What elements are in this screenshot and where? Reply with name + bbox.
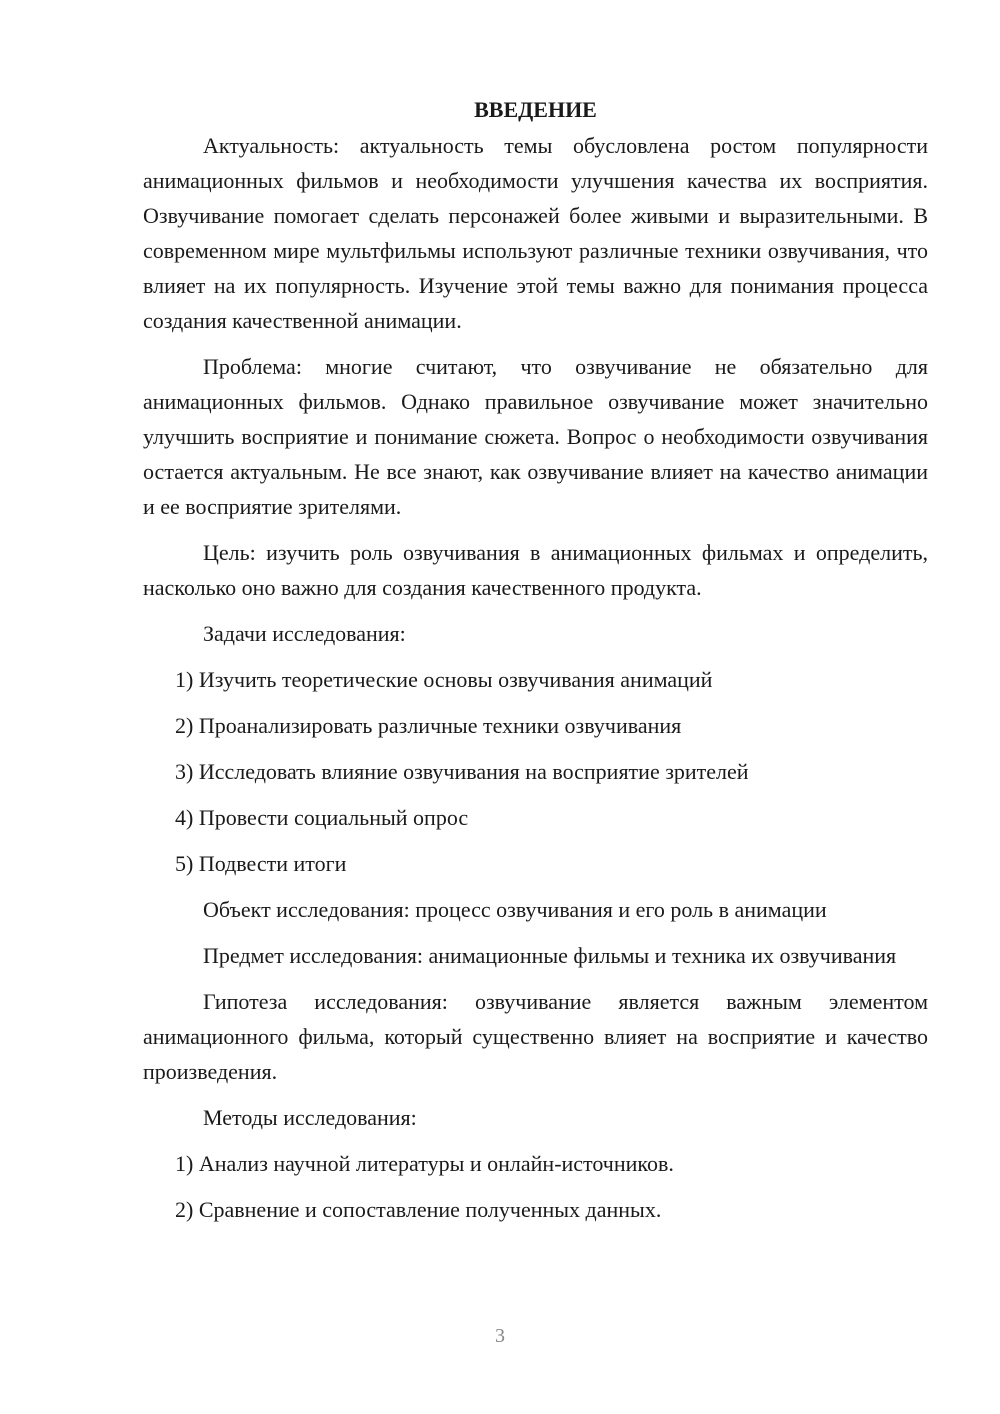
paragraph-gap (143, 927, 928, 938)
problem-paragraph: Проблема: многие считают, что озвучивание не обязательно для анимационных фильмов. Однако правильное озвучивание может значительно улучшить восприятие и понимание сюжета. Вопрос о необходимости озвучивания остается актуальным. Не все знают, как озвучивание влияет на качество анимации и ее восприятие зрителями. (143, 354, 928, 519)
task-item: 5) Подвести итоги (175, 851, 347, 876)
paragraph-gap (143, 881, 928, 892)
subject-paragraph: Предмет исследования: анимационные фильмы и техника их озвучивания (203, 943, 897, 968)
paragraph-gap (143, 973, 928, 984)
paragraph-gap (143, 835, 928, 846)
method-item: 2) Сравнение и сопоставление полученных данных. (175, 1197, 662, 1222)
paragraph-gap (143, 1089, 928, 1100)
paragraph-gap (143, 338, 928, 349)
paragraph-gap (143, 1181, 928, 1192)
object-paragraph: Объект исследования: процесс озвучивания и его роль в анимации (203, 897, 827, 922)
method-item: 1) Анализ научной литературы и онлайн-источников. (175, 1151, 674, 1176)
hypothesis-paragraph: Гипотеза исследования: озвучивание является важным элементом анимационного фильма, который существенно влияет на восприятие и качество произведения. (143, 989, 928, 1084)
task-item: 1) Изучить теоретические основы озвучивания анимаций (175, 667, 713, 692)
paragraph-gap (143, 789, 928, 800)
tasks-heading: Задачи исследования: (203, 621, 406, 646)
task-item: 3) Исследовать влияние озвучивания на восприятие зрителей (175, 759, 749, 784)
page-number: 3 (495, 1325, 505, 1347)
paragraph-gap (143, 605, 928, 616)
document-page (143, 92, 928, 1227)
relevance-paragraph: Актуальность: актуальность темы обусловлена ростом популярности анимационных фильмов и необходимости улучшения качества их восприятия. Озвучивание помогает сделать персонажей более живыми и выразительными. В современном мире мультфильмы используют различные техники озвучивания, что влияет на их популярность. Изучение этой темы важно для понимания процесса создания качественной анимации. (143, 133, 928, 333)
task-item: 2) Проанализировать различные техники озвучивания (175, 713, 682, 738)
methods-heading: Методы исследования: (203, 1105, 417, 1130)
page-title: ВВЕДЕНИЕ (474, 97, 597, 122)
task-item: 4) Провести социальный опрос (175, 805, 469, 830)
paragraph-gap (143, 651, 928, 662)
paragraph-gap (143, 743, 928, 754)
paragraph-gap (143, 1135, 928, 1146)
paragraph-gap (143, 697, 928, 708)
goal-paragraph: Цель: изучить роль озвучивания в анимационных фильмах и определить, насколько оно важно для создания качественного продукта. (143, 540, 928, 600)
paragraph-gap (143, 524, 928, 535)
